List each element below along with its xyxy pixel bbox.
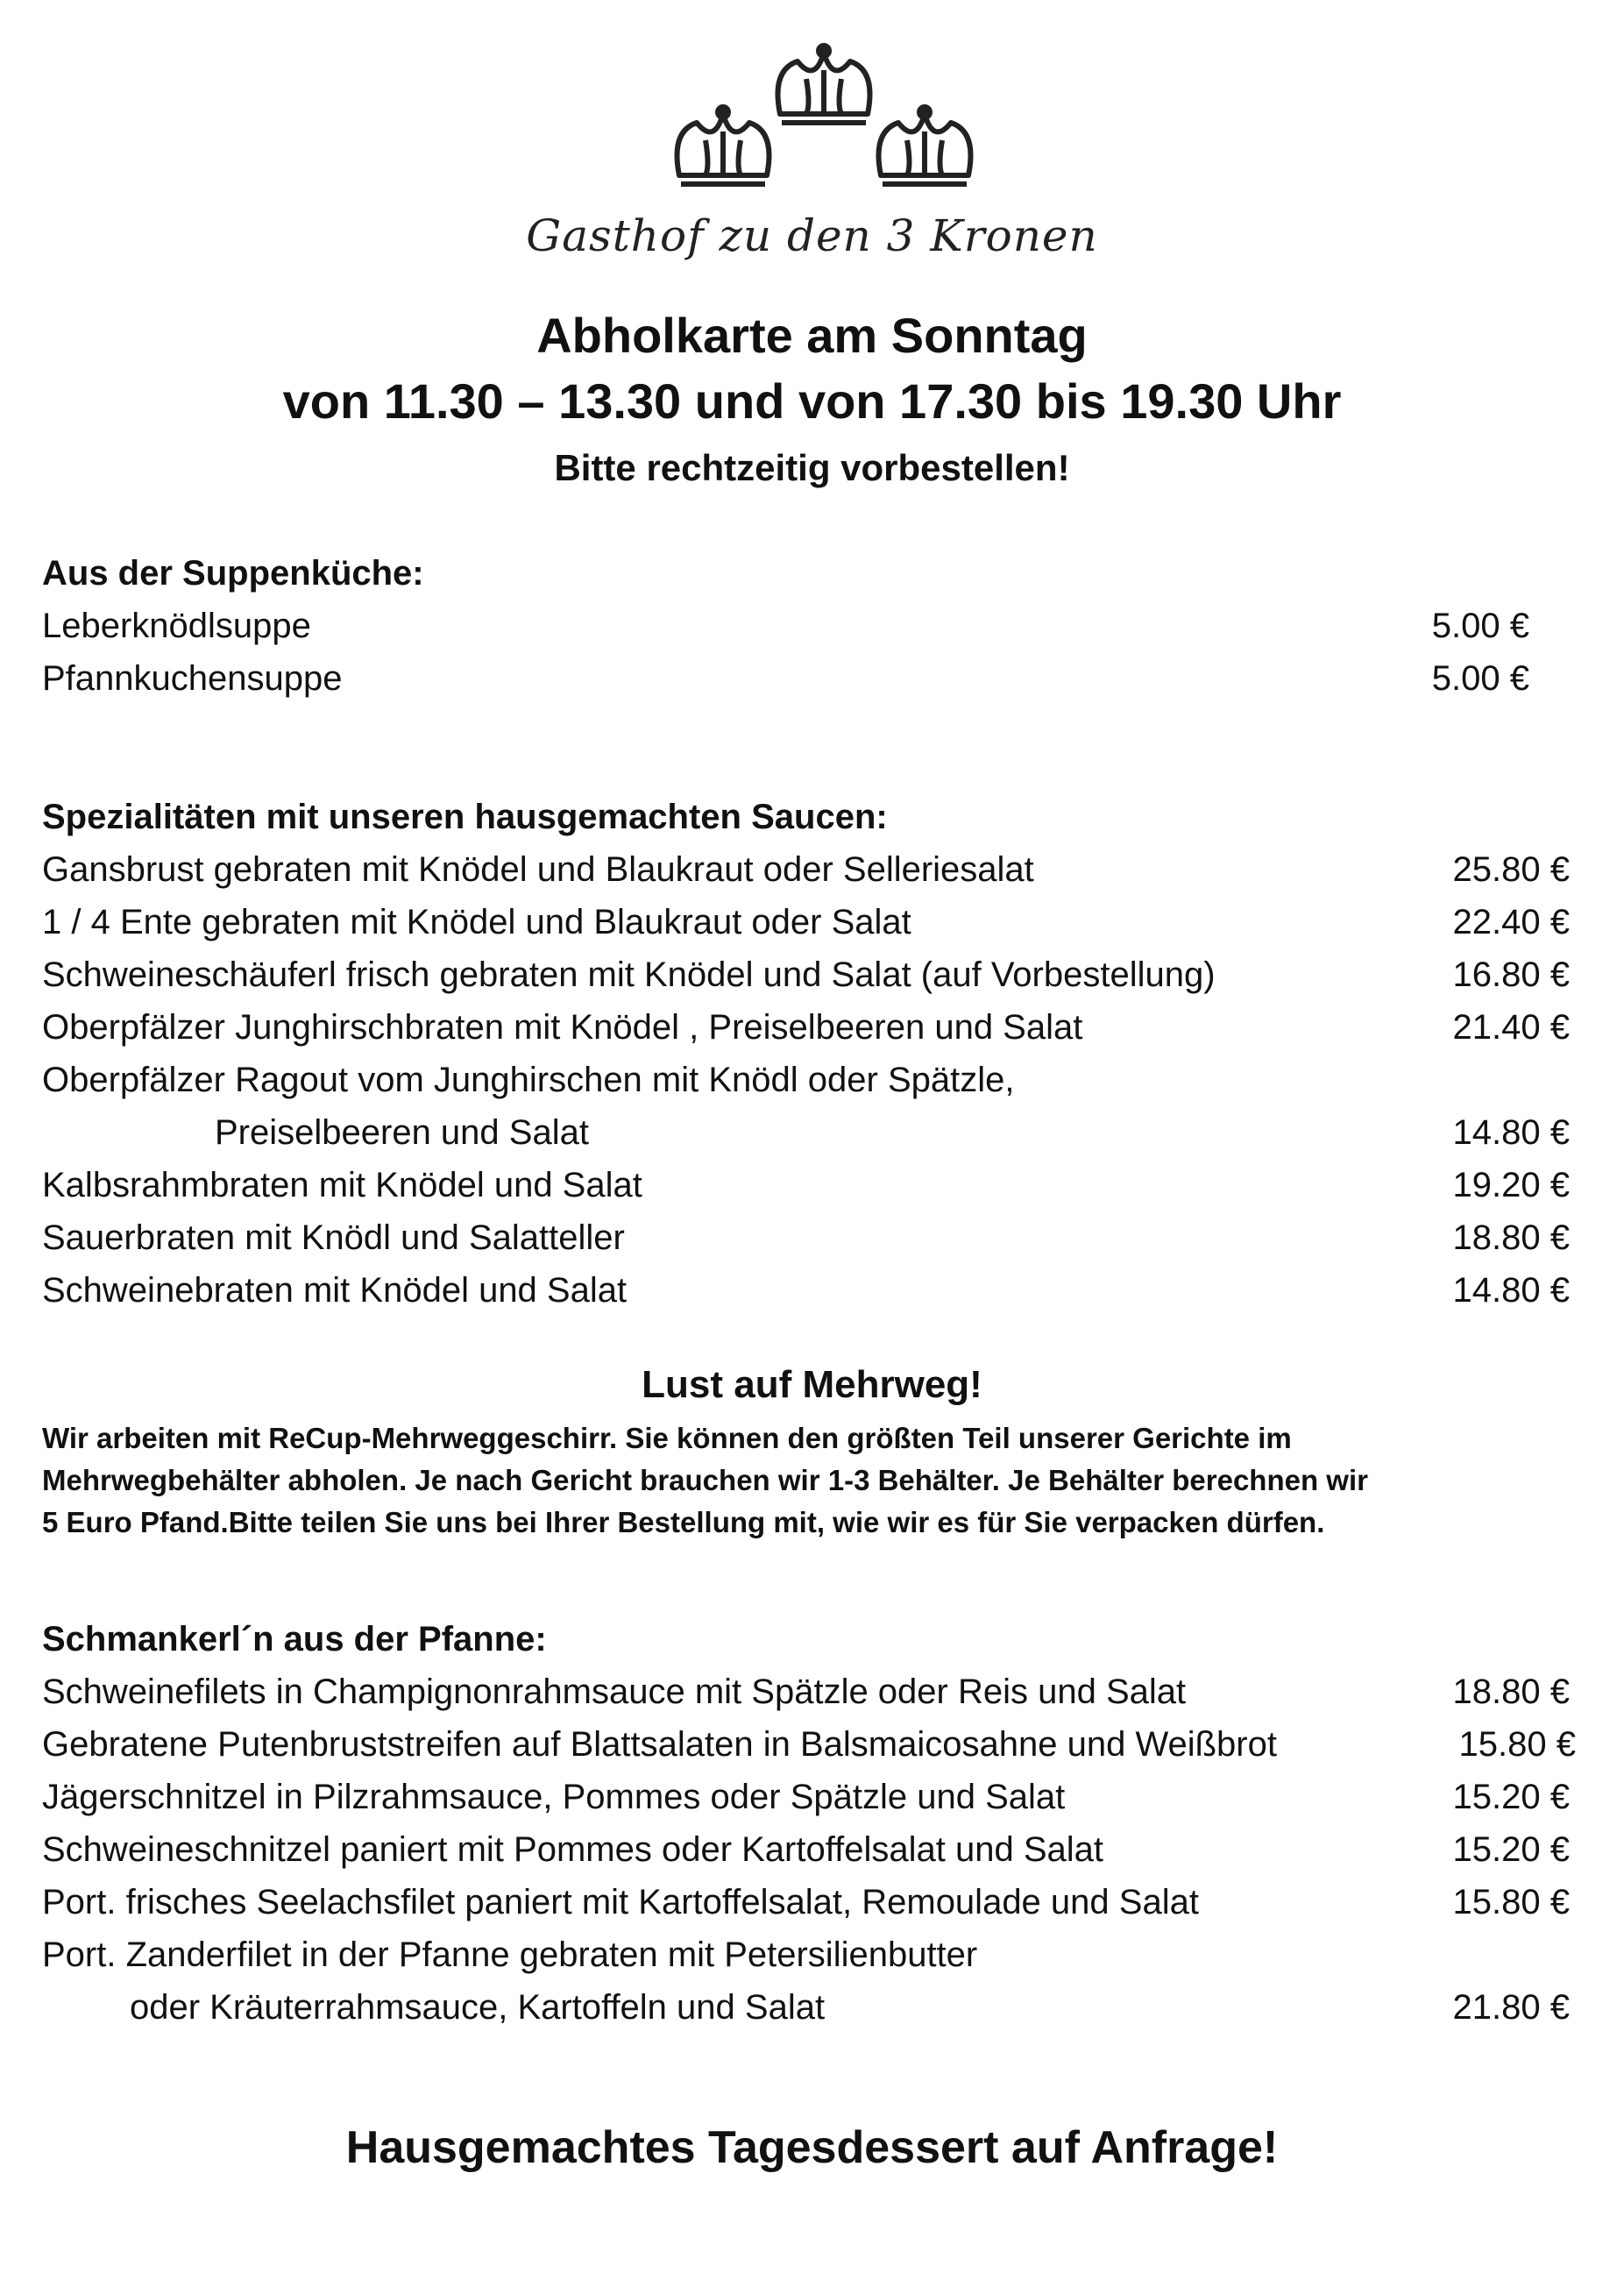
menu-item-name: Schweinebraten mit Knödel und Salat (42, 1271, 628, 1310)
crown-icon (879, 107, 971, 184)
menu-item-price: 19.20 € (1452, 1166, 1570, 1204)
preorder-note: Bitte rechtzeitig vorbestellen! (554, 447, 1070, 488)
menu-item-name: Schweineschäuferl frisch gebraten mit Knödel und Salat (auf Vorbestellung) (42, 955, 1216, 994)
menu-item-name: Port. frisches Seelachsfilet paniert mit Kartoffelsalat, Remoulade und Salat (42, 1883, 1199, 1921)
brand-name: Gasthof zu den 3 Kronen (526, 210, 1098, 261)
section-heading-pan: Schmankerl´n aus der Pfanne: (42, 1620, 547, 1658)
menu-item-name: Gansbrust gebraten mit Knödel und Blaukraut oder Selleriesalat (42, 850, 1034, 889)
menu-item-price: 15.80 € (1452, 1883, 1570, 1921)
menu-item-name: Port. Zanderfilet in der Pfanne gebraten mit Petersilienbutter (42, 1935, 978, 1974)
three-crowns-logo (666, 35, 982, 202)
menu-item-name: Leberknödlsuppe (42, 607, 311, 645)
menu-item-price: 16.80 € (1452, 955, 1570, 994)
menu-item-name: Oberpfälzer Ragout vom Junghirschen mit Knödl oder Spätzle, (42, 1061, 1015, 1099)
menu-item-price: 15.80 € (1458, 1725, 1576, 1764)
menu-item-price: 25.80 € (1452, 850, 1570, 889)
menu-item-price: 21.40 € (1452, 1008, 1570, 1047)
menu-item-name: Pfannkuchensuppe (42, 659, 343, 698)
menu-item-price: 15.20 € (1452, 1778, 1570, 1816)
menu-item-name: Schweinefilets in Champignonrahmsauce mit Spätzle oder Reis und Salat (42, 1673, 1187, 1711)
menu-item-price: 5.00 € (1431, 607, 1529, 645)
section-heading-specials: Spezialitäten mit unseren hausgemachten Saucen: (42, 798, 888, 836)
menu-item-price: 15.20 € (1452, 1830, 1570, 1869)
dessert-note: Hausgemachtes Tagesdessert auf Anfrage! (345, 2122, 1279, 2173)
reuse-note-line: Wir arbeiten mit ReCup-Mehrweggeschirr. Sie können den größten Teil unserer Gerichte im (42, 1422, 1292, 1454)
reuse-note-line: 5 Euro Pfand.Bitte teilen Sie uns bei Ihrer Bestellung mit, wie wir es für Sie verpacken dürfen. (42, 1506, 1325, 1538)
menu-item-continuation: oder Kräuterrahmsauce, Kartoffeln und Salat (130, 1988, 826, 2027)
crown-icon (778, 46, 870, 123)
menu-item-price: 18.80 € (1452, 1673, 1570, 1711)
menu-item-price: 22.40 € (1452, 903, 1570, 941)
menu-item-continuation: Preiselbeeren und Salat (215, 1113, 589, 1152)
section-heading-soups: Aus der Suppenküche: (42, 554, 424, 593)
menu-item-name: Kalbsrahmbraten mit Knödel und Salat (42, 1166, 642, 1204)
menu-item-price: 14.80 € (1452, 1271, 1570, 1310)
menu-item-price: 21.80 € (1452, 1988, 1570, 2027)
menu-item-name: 1 / 4 Ente gebraten mit Knödel und Blaukraut oder Salat (42, 903, 911, 941)
menu-item-name: Oberpfälzer Junghirschbraten mit Knödel , Preiselbeeren und Salat (42, 1008, 1083, 1047)
menu-item-name: Sauerbraten mit Knödl und Salatteller (42, 1218, 625, 1257)
menu-item-name: Jägerschnitzel in Pilzrahmsauce, Pommes oder Spätzle und Salat (42, 1778, 1066, 1816)
reuse-note-line: Mehrwegbehälter abholen. Je nach Gericht brauchen wir 1-3 Behälter. Je Behälter berechnen wir (42, 1464, 1368, 1496)
reuse-heading: Lust auf Mehrweg! (642, 1363, 982, 1406)
opening-hours: von 11.30 – 13.30 und von 17.30 bis 19.30 Uhr (282, 373, 1342, 429)
menu-item-name: Schweineschnitzel paniert mit Pommes oder Kartoffelsalat und Salat (42, 1830, 1103, 1869)
menu-item-price: 5.00 € (1431, 659, 1529, 698)
menu-item-price: 14.80 € (1452, 1113, 1570, 1152)
menu-item-price: 18.80 € (1452, 1218, 1570, 1257)
menu-item-name: Gebratene Putenbruststreifen auf Blattsalaten in Balsmaicosahne und Weißbrot (42, 1725, 1277, 1764)
page-title: Abholkarte am Sonntag (536, 308, 1088, 363)
crown-icon (677, 107, 769, 184)
